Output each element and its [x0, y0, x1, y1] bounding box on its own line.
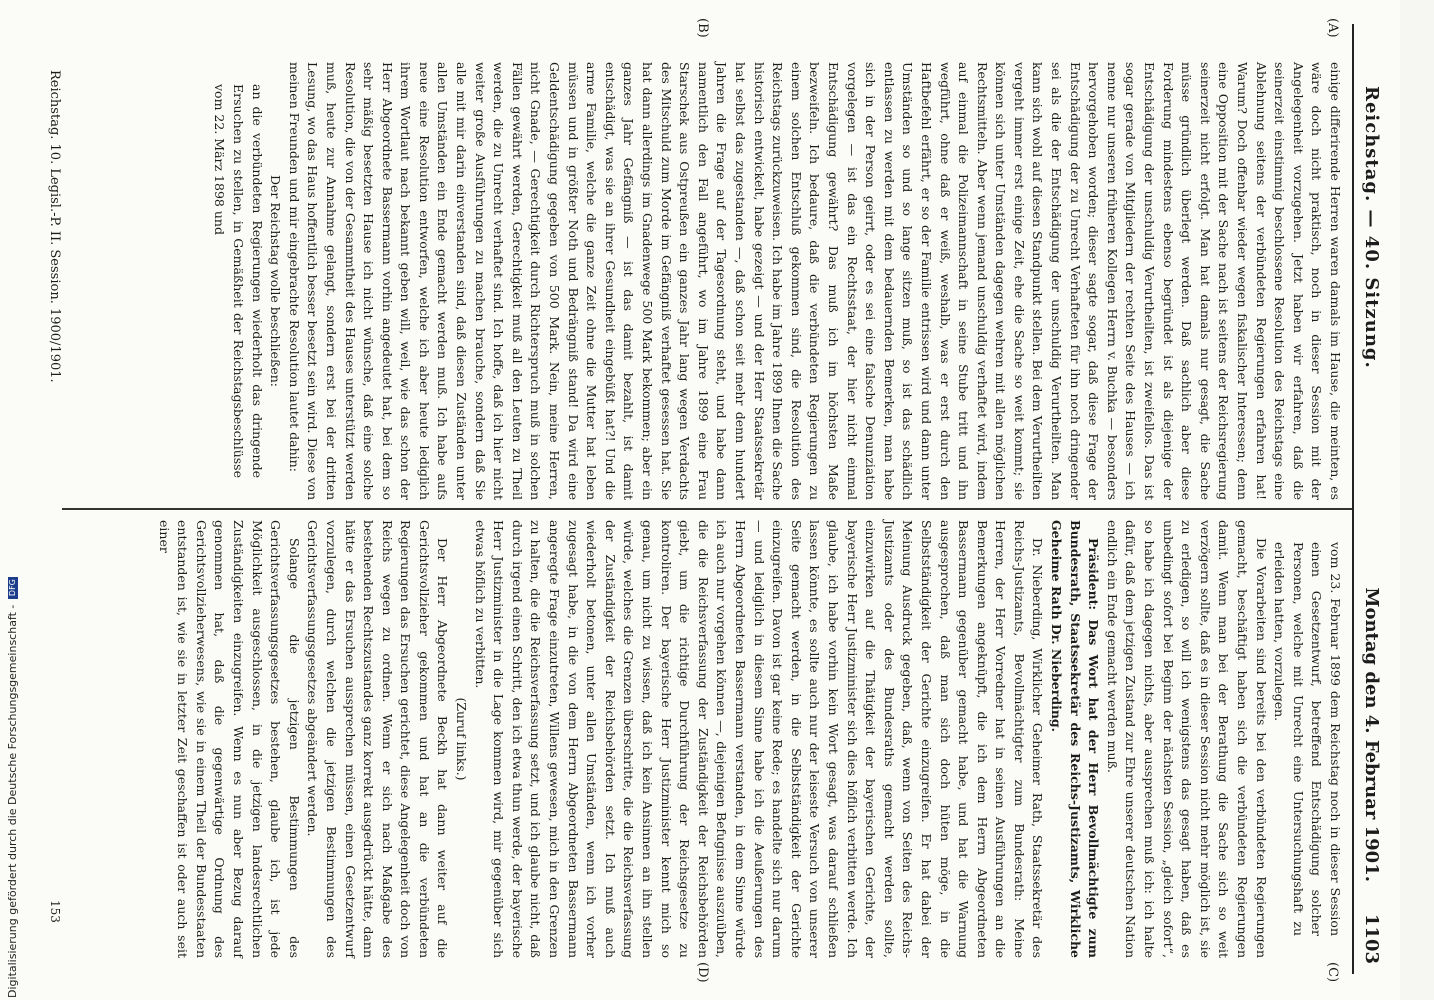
margin-mark-a: (A) [1325, 18, 1340, 38]
margin-mark-c: (C) [1325, 962, 1340, 983]
dfg-logo: DFG [8, 577, 18, 599]
right-paragraph: Solange die jetzigen Bestimmungen des Gerichtsverfassungsgesetzes bestehen, glaube ich, ist jede Möglichkeit ausgeschlossen, in die jetzigen landesrechtlichen Zuständigkeiten einzugreifen. Wenn es nun aber Bezug darauf genommen hat, daß die gegenwärtige Ordnung des Gerichtsvollzieherwesens, wie sie in einem Theil der Bundesstaaten entstanden ist, wie sie in letzter Zeit geschaffen ist oder auch seit einer [156, 520, 302, 958]
footer-session-info: Reichstag. 10. Legisl.-P. II. Session. 1900/1901. [47, 70, 62, 383]
column-divider [62, 508, 1352, 510]
interjection: (Zuruf links.) [454, 697, 470, 781]
nieberding-speech: Dr. Nieberding, Wirklicher Geheimer Rath, Staatssekretär des Reichs-Justizamts, Bevollmächtigter zum Bundesrath: Meine Herren, der Herr Vorredner hat in seinen Ausführungen an die Bemerkungen angeknüpft, die ich dem Herrn Abgeordneten Bassermann gegenüber gemacht habe, und hat die Warnung ausgesprochen, daß man sich doch hüten möge, in die Selbstständigkeit der Gerichte einzugreifen. Er hat dabei der Meinung Ausdruck gegeben, daß, wenn von Seiten des Reichs-Justizamts oder des Bundesraths gemacht werden sollte, einzuwirken auf die Thätigkeit der bayerischen Gerichte, der bayerische Herr Justizminister sich dies höflich verbitten werde. Ich glaube, ich habe vorhin kein Wort gesagt, was darauf schließen lassen könnte, es sollte auch nur der leiseste Versuch von unserer Seite gemacht werden, in die Selbstständigkeit der Gerichte einzugreifen. Davon ist gar keine Rede; es handelte sich nur darum — und lediglich in diesem Sinne habe ich die Aeußerungen des Herrn Abgeordneten Bassermann verstanden, in dem Sinne würde ich auch nur vorgehen können —, diejenigen Befugnisse auszuüben, die die Reichsverfassung der Zuständigkeit der Reichsbehörden giebt, um die richtige Durchführung der Reichsgesetze zu kontroliren. Der bayerische Herr Justizminister kennt mich so genau, um nicht zu wissen, daß ich kein Ansinnen an ihn stellen würde, welches die Grenzen überschritte, die die Reichsverfassung der Zuständigkeit der Reichsbehörden setzt. Ich muß auch wiederholt betonen, unter allen Umständen, wenn ich vorher zugesagt habe, in die von dem Herrn Abgeordneten Bassermann angeregte Frage einzutreten, Willens gewesen, mich in den Grenzen zu halten, die die Reichsverfassung setzt, und ich glaube nicht, daß durch irgend einen Schritt, den ich etwa thun werde, der bayerische Herr Justizminister in die Lage kommen wird, mir gegenüber sich etwas höflich zu verbitten. [472, 520, 1046, 958]
resolution-text-continued: vom 23. Februar 1899 dem Reichstag noch in dieser Session einen Gesetzentwurf, betreffend Entschädigung solcher Personen, welche mit Unrecht eine Untersuchungshaft zu erleiden hatten, vorzulegen. [1272, 542, 1343, 936]
footer-page-number: 153 [48, 900, 62, 923]
right-column [154, 520, 1344, 958]
digitization-credit [6, 577, 19, 998]
president-statement: Präsident: Das Wort hat der Herr Bevollmächtigte zum Bundesrath, Staatssekretär des Reichs-Justizamts, Wirkliche Geheime Rath Dr. Nieberding. [1049, 520, 1102, 958]
header-page-number: 1103 [1361, 913, 1382, 964]
page-header [1352, 24, 1388, 974]
left-column [210, 62, 1344, 500]
left-paragraph: einige differirende Herren waren damals im Hause, die meinten, es wäre doch nicht praktisch, noch in dieser Session mit der Angelegenheit vorzugehen. Jetzt haben wir erfahren, daß die seinerzeit einstimmig beschlossene Resolution des Reichstags eine Ablehnung seitens der verbündeten Regierungen erfahren hat! Warum? Doch offenbar wieder wegen fiskalischer Interessen; denn eine Opposition mit der Sache nach ist seitens der Reichsregierung seinerzeit nicht erfolgt. Man hat damals nur gesagt, die Sache müsse gründlich überlegt werden. Daß sachlich aber diese Forderung mindestens ebenso begründet ist als diejenige der Entschädigung der unschuldig Verurtheilten, ist zweifellos. Das ist sogar gerade von Mitgliedern der rechten Seite des Hauses — ich nenne nur unseren früheren Kollegen Herrn v. Buchka — besonders hervorgehoben worden; dieser sagte sogar, daß diese Frage der Entschädigung der zu Unrecht Verhafteten für ihn noch dringender sei als die der Entschädigung der unschuldig Verurtheilten. Man kann sich wohl auf diesen Standpunkt stellen. Bei dem Verurtheilten vergeht immer erst einige Zeit, ehe die Sache so weit kommt; sie können sich unter Umständen dagegen wehren mit allen möglichen Rechtsmitteln. Aber wenn jemand unschuldig verhaftet wird, indem auf einmal die Polizeimannschaft in seine Stube tritt und ihn wegführt, ohne daß er weiß, weshalb, was er erst durch den Haftbefehl erfährt, er so der Familie entrissen wird und dann unter Umständen so und so lange sitzen muß, so ist das schädlich entlassen zu werden mit dem bedauernden Bemerken, man habe sich in der Person geirrt, oder es sei eine falsche Denunziation vorgelegen — ist das ein Rechtsstaat, der hier nicht einmal Entschädigung gewährt? Das muß ich im höchsten Maße bezweifeln. Ich bedaure, daß die verbündeten Regierungen zu einem solchen Entschluß gekommen sind, die Resolution des Reichstags zurückzuweisen. Ich habe im Jahre 1899 Ihnen die Sache historisch entwickelt, habe gezeigt — und der Herr Staatssekretär hat selbst das zugestanden —, daß schon seit mehr denn hundert Jahren die Frage auf der Tagesordnung steht, und habe dann namentlich den Fall angeführt, wo im Jahre 1899 eine Frau Starschek aus Ostpreußen ein ganzes Jahr lang wegen Verdachts des Mitschuld zum Morde im Gefängniß verhaftet gesessen hat. Sie hat dann allerdings im Gnadenwege 500 Mark bekommen; aber ein ganzes Jahr Gefängniß — ist das damit bezahlt, ist damit entschädigt, was sie an ihrer Gesundheit eingebüßt hat?! Und die arme Familie, welche die ganze Zeit ohne die Mutter hat leben müssen und in größter Noth und Bedrängniß stand! Da wird eine Geldentschädigung gegeben von 500 Mark. Nein, meine Herren, nicht Gnade, — Gerechtigkeit durch Richterspruch muß in solchen Fällen gewährt werden, Gerechtigkeit muß all den Leuten zu Theil werden, die zu Unrecht verhaftet sind. Ich hoffe, daß ich hier nicht weiter große Ausführungen zu machen brauche, sondern daß Sie alle mit mir darin einverstanden sind, daß diesen Zuständen unter allen Umständen ein Ende gemacht werden muß. Ich habe aufs neue eine Resolution entworfen, welche ich aber heute lediglich ihrem Wortlaut nach bekannt geben will, weil, wie das schon der Herr Abgeordnete Bassermann vorhin angedeutet hat, bei dem so sehr mäßig besetzten Hause ich nicht wünsche, daß eine solche Resolution, die von der Gesammtheit des Hauses unterstützt werden muß, heute zur Annahme gelangt, sondern erst bei der dritten Lesung, wo das Haus hoffentlich besser besetzt sein wird. Diese von meinen Freunden und mir eingebrachte Resolution lautet dahin: [286, 62, 1343, 500]
resolution-intro: Der Reichstag wolle beschließen: [268, 175, 284, 387]
right-paragraph: Der Herr Abgeordnete Beckh hat dann weiter auf die Gerichtsvollzieher gekommen und hat an die verbündeten Regierungen das Ersuchen gerichtet, diese Angelegenheit doch von Reichs wegen zu ordnen. Wenn er sich nach Maßgabe des bestehenden Rechtszustandes ganz korrekt ausgedrückt hätte, dann hätte er das Ersuchen aussprechen müssen, einen Gesetzentwurf vorzulegen, durch welchen die jetzigen Bestimmungen des Gerichtsverfassungsgesetzes abgeändert werden. [305, 520, 451, 958]
margin-mark-b: (B) [695, 18, 710, 38]
margin-mark-d: (D) [695, 962, 710, 983]
right-paragraph: Die Vorarbeiten sind bereits bei den verbündeten Regierungen gemacht, beschäftigt haben sich die verbündeten Regierungen damit. Wenn man bei der Berathung die Sache sich so weit verzögern sollte, daß es in dieser Session nicht mehr möglich ist, sie zu erledigen, so will ich wenigstens das gesagt haben, daß es unbedingt sofort bei Beginn der nächsten Session, „gleich sofort“, so habe ich dagegen nichts, aber aussprechen muß ich: ich halte dafür, daß dem jetzigen Zustand zur Ehre unserer deutschen Nation endlich ein Ende gemacht werden muß. [1104, 520, 1269, 958]
resolution-text: an die verbündeten Regierungen wiederholt das dringende Ersuchen zu stellen, in Gemäßheit der Reichstagsbeschlüsse vom 22. März 1898 und [212, 84, 265, 478]
header-session-title: Reichstag. — 40. Sitzung. [1361, 86, 1382, 369]
header-date: Montag den 4. Februar 1901. [1361, 587, 1382, 882]
digitization-credit-text: Digitalisierung gefördert durch die Deutsche Forschungsgemeinschaft - [6, 604, 19, 998]
